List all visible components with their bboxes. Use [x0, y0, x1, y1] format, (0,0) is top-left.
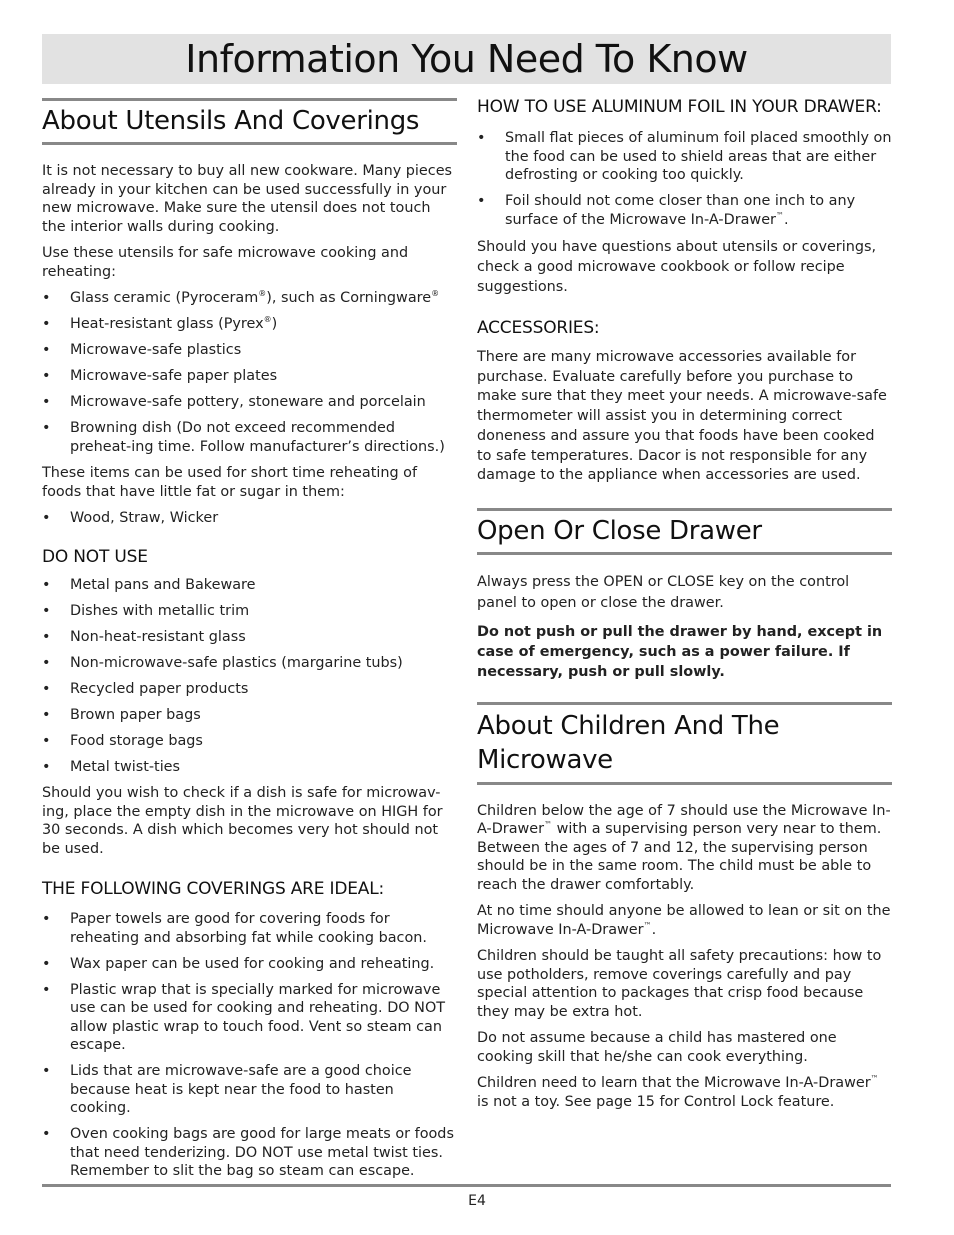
list-item: • Metal pans and Bakeware	[42, 576, 457, 595]
list-item: • Non-microwave-safe plastics (margarine tubs)	[42, 654, 457, 673]
list-item: • Lids that are microwave-safe are a good choice because heat is kept near the food to hasten cooking.	[42, 1062, 457, 1118]
coverings-heading: THE FOLLOWING COVERINGS ARE IDEAL:	[42, 879, 384, 899]
short-reheat-intro: These items can be used for short time reheating of foods that have little fat or sugar in them:	[42, 465, 418, 500]
list-item: • Microwave-safe pottery, stoneware and porcelain	[42, 393, 457, 412]
utensils-intro: It is not necessary to buy all new cookware. Many pieces already in your kitchen can be used successfully in your new microwave. Make sure the utensil does not touch the interior walls during cooking.	[42, 163, 453, 235]
foil-questions-text: Should you have questions about utensils or coverings, check a good microwave cookbook or follow recipe suggestions.	[477, 239, 877, 295]
list-item: • Brown paper bags	[42, 706, 457, 725]
list-item: • Heat-resistant glass (Pyrex®)	[42, 315, 457, 334]
list-item: • Non-heat-resistant glass	[42, 628, 457, 647]
safe-utensils-intro: Use these utensils for safe microwave cooking and reheating:	[42, 245, 409, 280]
list-item: • Wax paper can be used for cooking and reheating.	[42, 955, 457, 974]
left-column	[42, 98, 457, 1189]
utensils-heading: About Utensils And Coverings	[42, 98, 457, 145]
right-column	[477, 96, 892, 1119]
list-item: • Microwave-safe plastics	[42, 341, 457, 360]
list-item: • Glass ceramic (Pyroceram®), such as Corningware®	[42, 289, 457, 308]
accessories-heading: ACCESSORIES:	[477, 318, 600, 338]
safe-utensils-list	[42, 289, 457, 456]
list-item: • Food storage bags	[42, 732, 457, 751]
dish-check-text: Should you wish to check if a dish is safe for microwav-ing, place the empty dish in the microwave on HIGH for 30 seconds. A dish which becomes very hot should not be used.	[42, 785, 443, 857]
list-item: • Plastic wrap that is specially marked for microwave use can be used for cooking and reheating. DO NOT allow plastic wrap to touch food. Vent so steam can escape.	[42, 981, 457, 1055]
do-not-use-heading: DO NOT USE	[42, 546, 148, 567]
list-item: • Foil should not come closer than one inch to any surface of the Microwave In-A-Drawer™.	[477, 192, 892, 229]
drawer-text: Always press the OPEN or CLOSE key on the control panel to open or close the drawer.	[477, 573, 850, 611]
foil-list	[477, 129, 892, 229]
children-text-5: Children need to learn that the Microwave In-A-Drawer™ is not a toy. See page 15 for Control Lock feature.	[477, 1074, 879, 1110]
drawer-heading: Open Or Close Drawer	[477, 508, 892, 555]
list-item: • Oven cooking bags are good for large meats or foods that need tenderizing. DO NOT use metal twist ties. Remember to slit the bag so steam can escape.	[42, 1125, 457, 1181]
page-number: E4	[468, 1193, 486, 1209]
foil-heading: HOW TO USE ALUMINUM FOIL IN YOUR DRAWER:	[477, 97, 882, 117]
do-not-use-list	[42, 576, 457, 777]
list-item: • Recycled paper products	[42, 680, 457, 699]
coverings-list	[42, 910, 457, 1181]
accessories-text: There are many microwave accessories available for purchase. Evaluate carefully before you purchase to make sure that they meet your needs. A microwave-safe thermometer will assist you in determining correct doneness and assure you that foods have been cooked to safe temperatures. Dacor is not responsible for any damage to the appliance when accessories are used.	[477, 349, 887, 484]
children-text-3: Children should be taught all safety precautions: how to use potholders, remove coverings carefully and pay special attention to packages that crisp food because they may be extra hot.	[477, 948, 882, 1020]
list-item: • Browning dish (Do not exceed recommended preheat-ing time. Follow manufacturer’s directions.)	[42, 419, 457, 456]
list-item: • Small flat pieces of aluminum foil placed smoothly on the food can be used to shield areas that are either defrosting or cooking too quickly.	[477, 129, 892, 185]
short-reheat-list	[42, 509, 457, 528]
list-item: • Wood, Straw, Wicker	[42, 509, 457, 528]
children-text-2: At no time should anyone be allowed to lean or sit on the Microwave In-A-Drawer™.	[477, 903, 891, 938]
page-title: Information You Need To Know	[185, 37, 748, 81]
children-text-1: Children below the age of 7 should use the Microwave In-A-Drawer™ with a supervising person very near to them. Between the ages of 7 and 12, the supervising person should be in the same room. The child must be able to reach the drawer comfortably.	[477, 802, 891, 893]
children-text-4: Do not assume because a child has mastered one cooking skill that he/she can cook everything.	[477, 1030, 837, 1065]
list-item: • Paper towels are good for covering foods for reheating and absorbing fat while cooking bacon.	[42, 910, 457, 947]
children-heading: About Children And The Microwave	[477, 702, 892, 785]
page-title-banner	[42, 34, 891, 84]
footer-divider	[42, 1184, 891, 1187]
list-item: • Dishes with metallic trim	[42, 602, 457, 621]
list-item: • Metal twist-ties	[42, 758, 457, 777]
list-item: • Microwave-safe paper plates	[42, 367, 457, 386]
drawer-warning: Do not push or pull the drawer by hand, except in case of emergency, such as a power failure. If necessary, push or pull slowly.	[477, 623, 883, 680]
